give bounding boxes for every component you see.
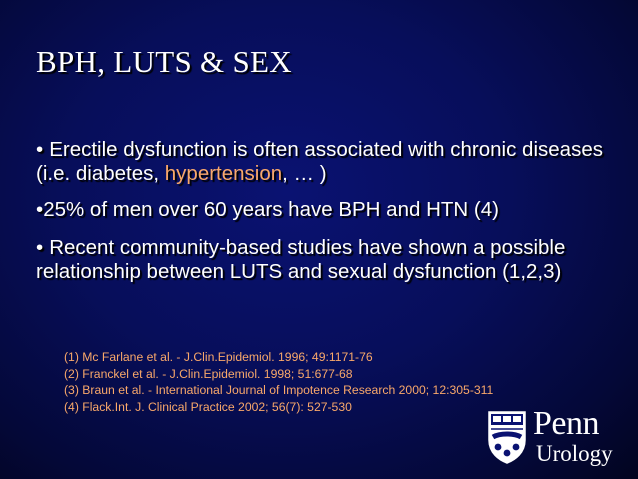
bullet-marker: •	[36, 236, 44, 259]
slide-title: BPH, LUTS & SEX	[36, 44, 292, 79]
bullet-marker: •	[36, 198, 44, 221]
bullet-text: 25% of men over 60 years have BPH and HTN (4)	[43, 198, 499, 221]
reference-item: (1) Mc Farlane et al. - J.Clin.Epidemiol. 1996; 49:1171-76	[64, 350, 373, 364]
bullet-text-end: , … )	[282, 162, 327, 185]
bullet-list	[36, 138, 616, 296]
bullet-item	[36, 138, 616, 186]
bullet-text: Recent community-based studies have shown a possible relationship between LUTS and sexual dysfunction (1,2,3)	[36, 236, 566, 283]
logo-subtitle: Urology	[536, 441, 613, 466]
bullet-item	[36, 198, 616, 222]
bullet-highlight: hypertension	[164, 162, 283, 185]
bullet-text: Erectile dysfunction is often associated with chronic diseases (i.e. diabetes,	[36, 138, 603, 185]
logo-name: Penn	[533, 405, 599, 442]
bullet-marker: •	[36, 138, 44, 161]
penn-urology-logo	[487, 405, 627, 470]
university-shield-icon	[487, 410, 527, 464]
reference-list	[64, 349, 493, 415]
bullet-item	[36, 236, 616, 284]
reference-item: (2) Franckel et al. - J.Clin.Epidemiol. 1998; 51:677-68	[64, 366, 353, 381]
reference-item: (4) Flack.Int. J. Clinical Practice 2002; 56(7): 527-530	[64, 399, 352, 414]
reference-item: (3) Braun et al. - International Journal of Impotence Research 2000; 12:305-311	[64, 383, 494, 397]
